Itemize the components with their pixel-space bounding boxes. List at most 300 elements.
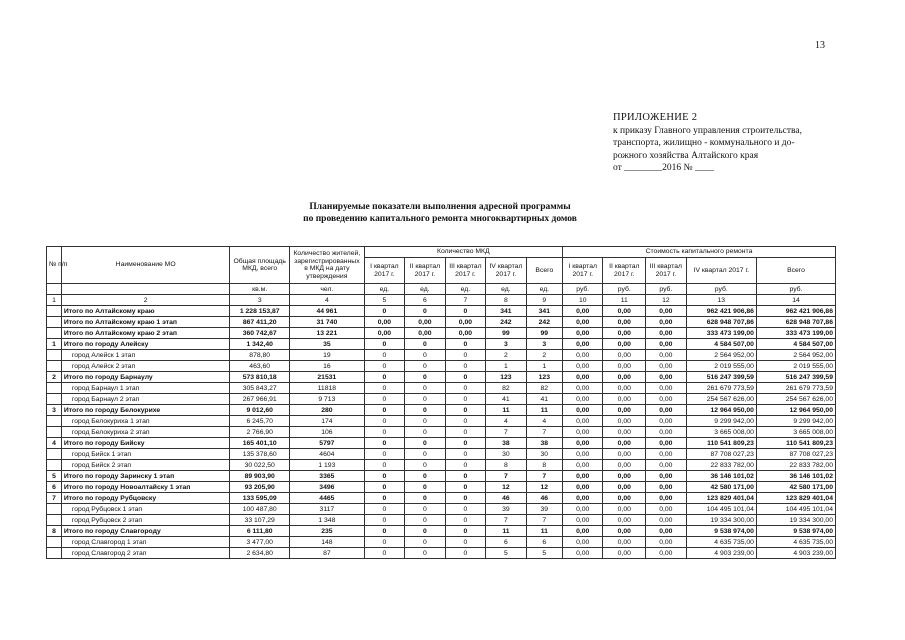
total-row [47,482,836,493]
value-cell: 0,00 [646,449,687,460]
value-cell: 30 [526,449,562,460]
value-cell: 0 [364,482,405,493]
row-number-cell [47,383,62,394]
value-cell: 133 595,09 [230,493,290,504]
value-cell: 0 [405,515,446,526]
total-row [47,328,836,339]
value-cell: 6 111,80 [230,526,290,537]
value-cell: 0,00 [646,482,687,493]
value-cell: 0 [364,449,405,460]
value-cell: 0 [405,493,446,504]
value-cell: 19 [290,350,365,361]
value-cell: 0,00 [364,328,405,339]
municipality-name-cell: Итого по городу Славгороду [61,526,229,537]
value-cell: 0,00 [562,460,603,471]
value-cell: 0,00 [646,515,687,526]
row-number-cell [47,460,62,471]
value-cell: 38 [526,438,562,449]
value-cell: 0 [405,416,446,427]
row-number-cell: 1 [47,339,62,350]
header-q3: III квартал 2017 г. [445,258,486,284]
header-area: Общая площадь МКД, всего [230,247,290,284]
row-number-cell [47,328,62,339]
value-cell: 1 [486,361,527,372]
value-cell: 0,00 [646,537,687,548]
value-cell: 7 [526,515,562,526]
column-number-cell: 8 [486,295,527,306]
value-cell: 261 679 773,59 [756,383,835,394]
stage-row [47,548,836,559]
value-cell: 106 [290,427,365,438]
total-row [47,526,836,537]
value-cell: 0 [405,438,446,449]
value-cell: 0,00 [646,350,687,361]
stage-row [47,504,836,515]
row-number-cell [47,416,62,427]
value-cell: 0 [445,350,486,361]
header-q4: IV квартал 2017 г. [486,258,527,284]
value-cell: 2 564 952,00 [756,350,835,361]
value-cell: 38 [486,438,527,449]
value-cell: 0,00 [562,548,603,559]
municipality-name-cell: город Бийск 1 этап [61,449,229,460]
municipality-name-cell: город Алейск 1 этап [61,350,229,361]
value-cell: 0,00 [603,471,646,482]
value-cell: 242 [486,317,527,328]
value-cell: 4465 [290,493,365,504]
value-cell: 0,00 [603,438,646,449]
value-cell: 360 742,67 [230,328,290,339]
value-cell: 0,00 [646,372,687,383]
value-cell: 148 [290,537,365,548]
value-cell: 7 [526,471,562,482]
header-q2: II квартал 2017 г. [603,258,646,284]
value-cell: 0,00 [562,339,603,350]
value-cell: 12 964 950,00 [756,405,835,416]
value-cell: 123 829 401,04 [756,493,835,504]
header-num: № п/п [47,247,62,284]
municipality-name-cell: Итого по городу Алейску [61,339,229,350]
value-cell: 867 411,20 [230,317,290,328]
value-cell: 0,00 [562,449,603,460]
value-cell: 0,00 [646,438,687,449]
value-cell: 0,00 [603,504,646,515]
stage-row [47,383,836,394]
municipality-name-cell: Итого по Алтайскому краю 2 этап [61,328,229,339]
value-cell: 0 [445,537,486,548]
value-cell: 36 146 101,02 [756,471,835,482]
header-q2: II квартал 2017 г. [405,258,446,284]
value-cell: 3 [486,339,527,350]
value-cell: 0 [445,449,486,460]
value-cell: 0 [445,515,486,526]
appendix-line: к приказу Главного управления строительства, [613,125,802,136]
value-cell: 0 [364,493,405,504]
value-cell: 1 228 153,87 [230,306,290,317]
value-cell: 99 [486,328,527,339]
value-cell: 0,00 [603,449,646,460]
column-number-cell: 9 [526,295,562,306]
value-cell: 46 [526,493,562,504]
row-number-cell: 8 [47,526,62,537]
value-cell: 82 [486,383,527,394]
header-total: Всего [526,258,562,284]
unit-cell [47,284,62,295]
value-cell: 0,00 [562,471,603,482]
column-number-cell: 13 [686,295,756,306]
value-cell: 12 [526,482,562,493]
value-cell: 0,00 [405,317,446,328]
value-cell: 7 [486,427,527,438]
value-cell: 123 829 401,04 [686,493,756,504]
total-row [47,339,836,350]
value-cell: 0,00 [603,416,646,427]
appendix-date-line: от ________2016 № ____ [613,163,714,173]
value-cell: 0 [364,350,405,361]
header-q3: III квартал 2017 г. [646,258,687,284]
value-cell: 0 [405,405,446,416]
value-cell: 2 019 555,00 [686,361,756,372]
program-table [46,246,836,559]
total-row [47,405,836,416]
value-cell: 3365 [290,471,365,482]
value-cell: 39 [526,504,562,515]
municipality-name-cell: Итого по городу Рубцовску [61,493,229,504]
value-cell: 42 580 171,00 [686,482,756,493]
value-cell: 0,00 [646,339,687,350]
value-cell: 8 [526,460,562,471]
value-cell: 0,00 [562,350,603,361]
value-cell: 4 [486,416,527,427]
value-cell: 4 903 239,00 [756,548,835,559]
unit-cell: руб. [686,284,756,295]
value-cell: 0,00 [646,471,687,482]
value-cell: 4 903 239,00 [686,548,756,559]
municipality-name-cell: город Барнаул 1 этап [61,383,229,394]
value-cell: 267 966,91 [230,394,290,405]
value-cell: 0 [445,339,486,350]
value-cell: 0 [445,460,486,471]
value-cell: 0 [445,504,486,515]
column-number-cell: 1 [47,295,62,306]
value-cell: 341 [526,306,562,317]
value-cell: 254 567 626,00 [756,394,835,405]
unit-cell: руб. [562,284,603,295]
row-number-cell [47,306,62,317]
unit-cell: руб. [603,284,646,295]
value-cell: 11 [526,526,562,537]
value-cell: 4604 [290,449,365,460]
header-count-group: Количество МКД [364,247,562,258]
value-cell: 0 [364,394,405,405]
value-cell: 878,80 [230,350,290,361]
value-cell: 0 [405,383,446,394]
value-cell: 0 [445,361,486,372]
value-cell: 0 [445,306,486,317]
value-cell: 9 713 [290,394,365,405]
header-cost-group: Стоимость капитального ремонта [562,247,835,258]
row-number-cell: 2 [47,372,62,383]
total-row [47,471,836,482]
value-cell: 5 [526,548,562,559]
value-cell: 3 665 008,00 [686,427,756,438]
total-row [47,317,836,328]
value-cell: 962 421 906,86 [756,306,835,317]
unit-cell: руб. [756,284,835,295]
header-name: Наименование МО [61,247,229,284]
value-cell: 22 833 782,00 [756,460,835,471]
value-cell: 0,00 [603,405,646,416]
value-cell: 0,00 [603,526,646,537]
value-cell: 0,00 [646,328,687,339]
value-cell: 2 [526,350,562,361]
value-cell: 0 [364,548,405,559]
row-number-cell [47,504,62,515]
column-number-row [47,295,836,306]
value-cell: 0 [405,504,446,515]
stage-row [47,449,836,460]
value-cell: 174 [290,416,365,427]
row-number-cell: 5 [47,471,62,482]
unit-cell: руб. [646,284,687,295]
value-cell: 36 146 101,02 [686,471,756,482]
stage-row [47,350,836,361]
header-total: Всего [756,258,835,284]
title-line: по проведению капитального ремонта многоквартирных домов [303,213,577,224]
units-row [47,284,836,295]
column-number-cell: 5 [364,295,405,306]
row-number-cell [47,427,62,438]
value-cell: 333 473 199,00 [756,328,835,339]
value-cell: 30 022,50 [230,460,290,471]
value-cell: 0,00 [603,361,646,372]
value-cell: 0,00 [646,383,687,394]
value-cell: 3117 [290,504,365,515]
value-cell: 0,00 [445,317,486,328]
value-cell: 87 708 027,23 [686,449,756,460]
unit-cell: ед. [364,284,405,295]
total-row [47,306,836,317]
value-cell: 0 [364,504,405,515]
value-cell: 0,00 [646,405,687,416]
value-cell: 9 538 974,00 [756,526,835,537]
value-cell: 0 [445,427,486,438]
value-cell: 89 903,90 [230,471,290,482]
value-cell: 0,00 [562,306,603,317]
stage-row [47,361,836,372]
value-cell: 628 948 707,86 [686,317,756,328]
value-cell: 123 [526,372,562,383]
value-cell: 0,00 [603,515,646,526]
value-cell: 516 247 399,59 [756,372,835,383]
value-cell: 0,00 [562,482,603,493]
municipality-name-cell: город Рубцовск 1 этап [61,504,229,515]
value-cell: 44 961 [290,306,365,317]
column-number-cell: 6 [405,295,446,306]
value-cell: 0 [405,460,446,471]
value-cell: 0 [364,306,405,317]
value-cell: 463,60 [230,361,290,372]
row-number-cell: 6 [47,482,62,493]
value-cell: 19 334 300,00 [756,515,835,526]
value-cell: 41 [486,394,527,405]
value-cell: 0 [364,438,405,449]
value-cell: 0,00 [646,460,687,471]
value-cell: 11 [486,526,527,537]
total-row [47,493,836,504]
value-cell: 93 205,90 [230,482,290,493]
value-cell: 0 [405,361,446,372]
value-cell: 0,00 [646,493,687,504]
value-cell: 0,00 [603,427,646,438]
municipality-name-cell: город Барнаул 2 этап [61,394,229,405]
value-cell: 4 584 507,00 [686,339,756,350]
value-cell: 628 948 707,86 [756,317,835,328]
value-cell: 104 495 101,04 [756,504,835,515]
municipality-name-cell: Итого по городу Заринску 1 этап [61,471,229,482]
value-cell: 0,00 [562,537,603,548]
value-cell: 0,00 [603,383,646,394]
value-cell: 0,00 [562,438,603,449]
value-cell: 333 473 199,00 [686,328,756,339]
municipality-name-cell: город Славгород 2 этап [61,548,229,559]
value-cell: 3 477,00 [230,537,290,548]
value-cell: 0,00 [603,460,646,471]
value-cell: 0 [364,372,405,383]
value-cell: 0 [364,460,405,471]
value-cell: 22 833 782,00 [686,460,756,471]
unit-cell: ед. [526,284,562,295]
value-cell: 7 [526,427,562,438]
value-cell: 0 [445,416,486,427]
value-cell: 0 [445,383,486,394]
value-cell: 0,00 [562,372,603,383]
value-cell: 33 107,29 [230,515,290,526]
header-q4: IV квартал 2017 г. [686,258,756,284]
value-cell: 962 421 906,86 [686,306,756,317]
value-cell: 0,00 [603,350,646,361]
column-number-cell: 14 [756,295,835,306]
value-cell: 12 964 950,00 [686,405,756,416]
municipality-name-cell: Итого по Алтайскому краю 1 этап [61,317,229,328]
value-cell: 6 [526,537,562,548]
value-cell: 2 634,80 [230,548,290,559]
value-cell: 13 221 [290,328,365,339]
value-cell: 261 679 773,59 [686,383,756,394]
value-cell: 0 [405,526,446,537]
value-cell: 341 [486,306,527,317]
value-cell: 280 [290,405,365,416]
value-cell: 5 [486,548,527,559]
value-cell: 3 [526,339,562,350]
municipality-name-cell: город Белокуриха 2 этап [61,427,229,438]
stage-row [47,416,836,427]
stage-row [47,515,836,526]
value-cell: 0,00 [603,306,646,317]
municipality-name-cell: город Рубцовск 2 этап [61,515,229,526]
appendix-block [613,112,863,175]
stage-row [47,427,836,438]
value-cell: 123 [486,372,527,383]
value-cell: 254 567 626,00 [686,394,756,405]
value-cell: 8 [486,460,527,471]
municipality-name-cell: Итого по городу Новоалтайску 1 этап [61,482,229,493]
value-cell: 573 810,18 [230,372,290,383]
municipality-name-cell: Итого по городу Бийску [61,438,229,449]
row-number-cell [47,361,62,372]
value-cell: 46 [486,493,527,504]
value-cell: 9 299 942,00 [686,416,756,427]
table-body [47,284,836,559]
value-cell: 0,00 [562,416,603,427]
value-cell: 0,00 [562,515,603,526]
value-cell: 4 635 735,00 [756,537,835,548]
value-cell: 30 [486,449,527,460]
value-cell: 135 378,60 [230,449,290,460]
header-residents: Количество жителей, зарегистрированных в МКД на дату утверждения [290,247,365,284]
unit-cell: ед. [445,284,486,295]
unit-cell: ед. [486,284,527,295]
stage-row [47,394,836,405]
value-cell: 4 635 735,00 [686,537,756,548]
value-cell: 0 [445,526,486,537]
value-cell: 0,00 [562,493,603,504]
value-cell: 9 538 974,00 [686,526,756,537]
municipality-name-cell: Итого по городу Барнаулу [61,372,229,383]
value-cell: 87 [290,548,365,559]
value-cell: 0 [445,372,486,383]
value-cell: 0,00 [562,361,603,372]
value-cell: 1 348 [290,515,365,526]
row-number-cell [47,548,62,559]
value-cell: 2 766,90 [230,427,290,438]
value-cell: 11818 [290,383,365,394]
appendix-heading: ПРИЛОЖЕНИЕ 2 [613,112,698,123]
value-cell: 0,00 [646,306,687,317]
municipality-name-cell: город Белокуриха 1 этап [61,416,229,427]
row-number-cell: 4 [47,438,62,449]
unit-cell: кв.м. [230,284,290,295]
value-cell: 242 [526,317,562,328]
value-cell: 0,00 [364,317,405,328]
row-number-cell [47,515,62,526]
value-cell: 1 193 [290,460,365,471]
value-cell: 39 [486,504,527,515]
value-cell: 110 541 809,23 [686,438,756,449]
municipality-name-cell: город Славгород 1 этап [61,537,229,548]
value-cell: 0 [405,548,446,559]
value-cell: 0 [405,427,446,438]
value-cell: 516 247 399,59 [686,372,756,383]
value-cell: 0,00 [562,394,603,405]
header-q1: I квартал 2017 г. [364,258,405,284]
value-cell: 0,00 [646,416,687,427]
appendix-line: транспорта, жилищно - коммунального и до- [613,138,795,148]
value-cell: 9 012,60 [230,405,290,416]
value-cell: 3496 [290,482,365,493]
value-cell: 31 740 [290,317,365,328]
stage-row [47,460,836,471]
stage-row [47,537,836,548]
column-number-cell: 12 [646,295,687,306]
page-number: 13 [815,40,825,51]
value-cell: 165 401,10 [230,438,290,449]
column-number-cell: 2 [61,295,229,306]
value-cell: 0 [405,537,446,548]
row-number-cell [47,394,62,405]
value-cell: 1 342,40 [230,339,290,350]
value-cell: 0,00 [562,328,603,339]
